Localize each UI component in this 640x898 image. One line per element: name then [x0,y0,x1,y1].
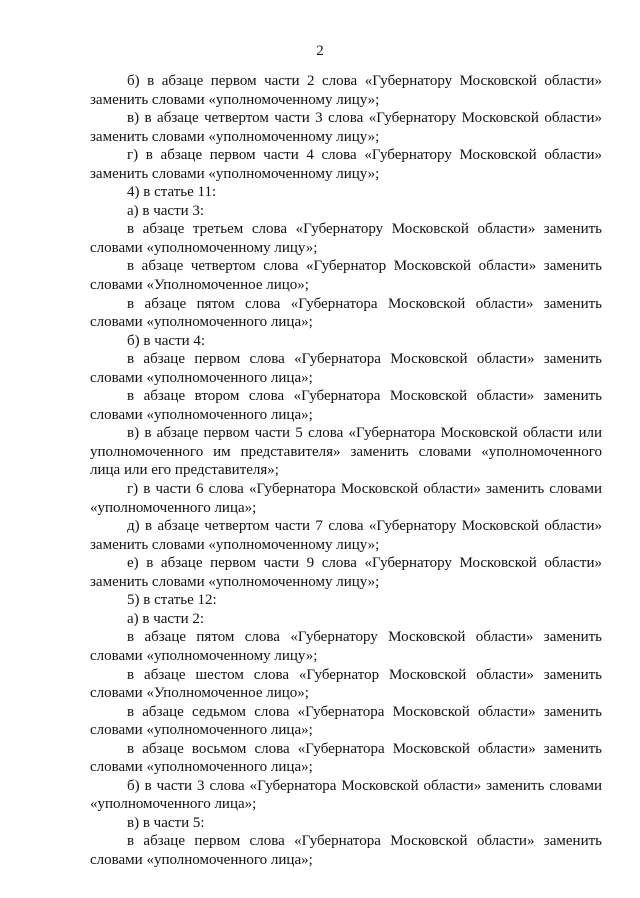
paragraph-9: б) в части 4: [127,332,206,349]
paragraph-4: 4) в статье 11: [127,184,217,201]
paragraph-11: в абзаце втором слова «Губернатора Московской области» заменить словами «уполномоченного лица»; [90,388,602,423]
paragraph-13: г) в части 6 слова «Губернатора Московской области» заменить словами «уполномоченного лица»; [90,481,602,516]
page-number: 2 [316,43,324,59]
document-body [90,72,602,870]
paragraph-19: в абзаце шестом слова «Губернатор Московской области» заменить словами «Уполномоченное лицо»; [90,666,602,702]
paragraph-16: 5) в статье 12: [127,592,217,609]
paragraph-5: а) в части 3: [127,202,205,219]
paragraph-12: в) в абзаце первом части 5 слова «Губернатора Московской области или уполномоченного им представителя» заменить словами «уполномоченного лица или его представителя»; [90,425,602,479]
paragraph-17: а) в части 2: [127,610,205,627]
paragraph-18: в абзаце пятом слова «Губернатору Московской области» заменить словами «уполномоченному лицу»; [90,629,602,664]
paragraph-7: в абзаце четвертом слова «Губернатор Московской области» заменить словами «Уполномоченное лицо»; [90,258,602,294]
paragraph-2: в) в абзаце четвертом части 3 слова «Губернатору Московской области» заменить словами «уполномоченному лицу»; [90,110,602,145]
paragraph-3: г) в абзаце первом части 4 слова «Губернатору Московской области» заменить словами «уполномоченному лицу»; [90,147,602,182]
paragraph-23: в) в части 5: [127,814,205,831]
paragraph-22: б) в части 3 слова «Губернатора Московской области» заменить словами «уполномоченного лица»; [90,777,602,813]
paragraph-14: д) в абзаце четвертом части 7 слова «Губернатору Московской области» заменить словами «уполномоченному лицу»; [90,518,602,553]
paragraph-24: в абзаце первом слова «Губернатора Московской области» заменить словами «уполномоченного лица»; [90,833,602,868]
paragraph-10: в абзаце первом слова «Губернатора Московской области» заменить словами «уполномоченного лица»; [90,351,602,386]
paragraph-15: е) в абзаце первом части 9 слова «Губернатору Московской области» заменить словами «уполномоченному лицу»; [90,555,602,590]
paragraph-1: б) в абзаце первом части 2 слова «Губернатору Московской области» заменить словами «уполномоченному лицу»; [90,73,602,108]
paragraph-6: в абзаце третьем слова «Губернатору Московской области» заменить словами «уполномоченному лицу»; [90,221,602,256]
paragraph-20: в абзаце седьмом слова «Губернатора Московской области» заменить словами «уполномоченного лица»; [90,703,602,739]
paragraph-21: в абзаце восьмом слова «Губернатора Московской области» заменить словами «уполномоченного лица»; [90,740,602,776]
paragraph-8: в абзаце пятом слова «Губернатора Московской области» заменить словами «уполномоченного лица»; [90,295,602,331]
